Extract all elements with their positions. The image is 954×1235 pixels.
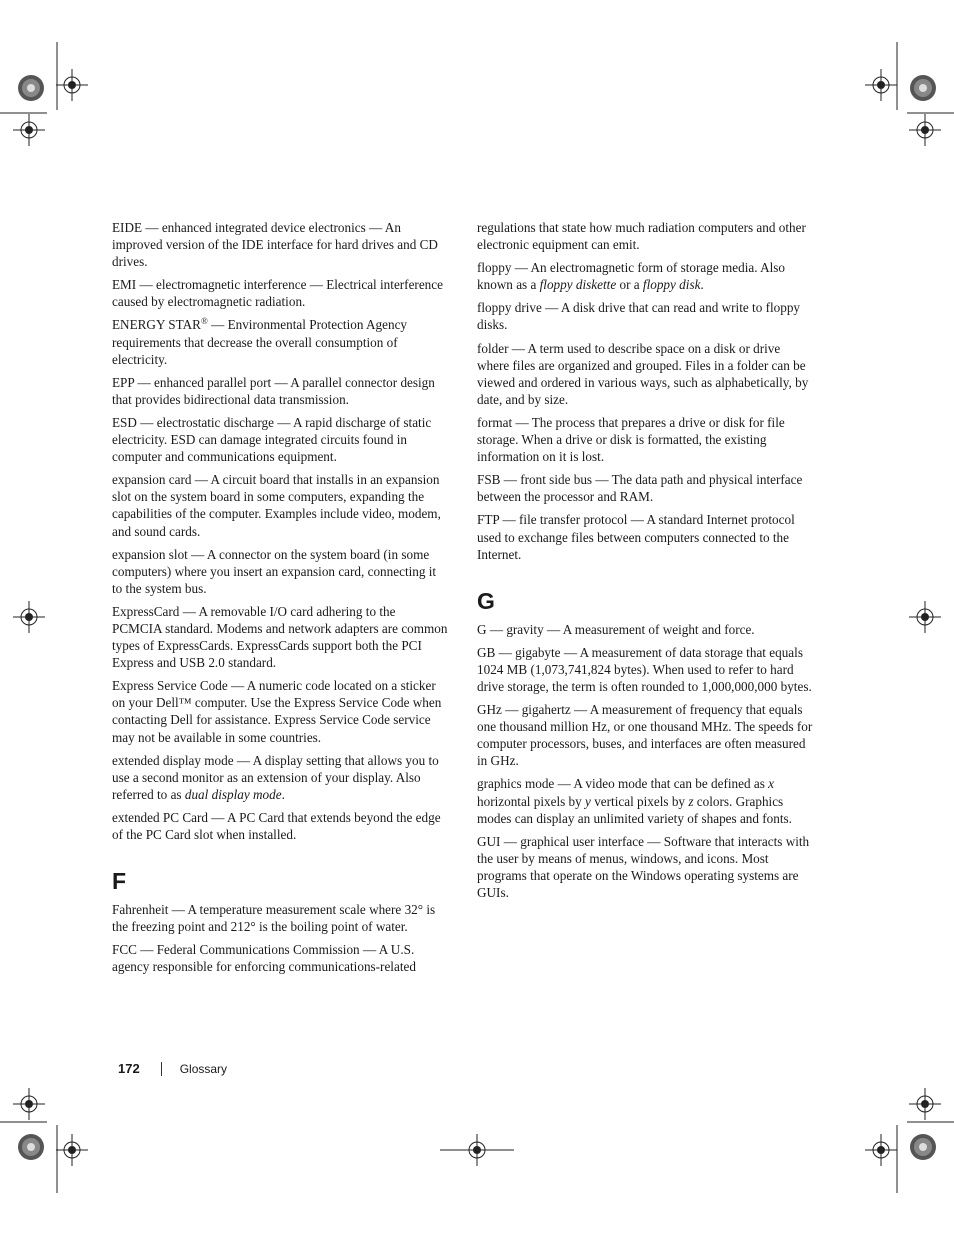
section-letter-f: F: [112, 868, 127, 895]
glossary-entry: [477, 833, 813, 901]
glossary-entry: [112, 471, 448, 539]
glossary-term: extended display mode: [112, 752, 234, 768]
glossary-definition: — enhanced integrated device electronics — An improved version of the IDE interface for hard drives and CD drives.: [112, 220, 438, 270]
glossary-term: EPP: [112, 374, 135, 390]
left-column: [112, 219, 448, 981]
continued-entry-text: regulations that state how much radiation computers and other electronic equipment can emit.: [477, 220, 806, 253]
starburst-mark: [18, 75, 44, 101]
glossary-entry: [477, 621, 813, 638]
glossary-definition: — A video mode that can be defined as: [554, 776, 769, 792]
glossary-definition: — A temperature measurement scale where 32° is the freezing point and 212° is the boiling point of water.: [112, 902, 436, 935]
glossary-definition: colors. Graphics modes can display an unlimited variety of shapes and fonts.: [477, 793, 792, 826]
glossary-entry: [112, 941, 448, 975]
glossary-entry: [477, 259, 813, 293]
glossary-term: extended PC Card: [112, 809, 208, 825]
glossary-entry: [477, 511, 813, 562]
glossary-entry: [112, 546, 448, 597]
glossary-term: EIDE: [112, 220, 143, 235]
glossary-entry: [477, 644, 813, 695]
glossary-entry: [477, 701, 813, 769]
crosshair-mark: [56, 1134, 88, 1166]
glossary-term: FCC: [112, 942, 137, 958]
glossary-term: ESD: [112, 414, 137, 430]
glossary-entry: [112, 414, 448, 465]
crosshair-mark: [13, 601, 45, 633]
glossary-term: Fahrenheit: [112, 902, 169, 918]
crosshair-mark: [865, 69, 897, 101]
glossary-entry: [112, 316, 448, 367]
registered-mark: ®: [200, 316, 208, 327]
glossary-term: folder: [477, 340, 509, 356]
crosshair-mark: [56, 69, 88, 101]
glossary-g-entries: [477, 621, 813, 901]
italic-term: x: [768, 776, 775, 792]
glossary-term: Express Service Code: [112, 678, 228, 694]
glossary-definition: — front side bus — The data path and physical interface between the processor and RAM.: [477, 472, 803, 505]
crosshair-mark: [865, 1134, 897, 1166]
footer-divider: [161, 1062, 162, 1076]
glossary-definition: — An electromagnetic form of storage media. Also known as a: [477, 260, 785, 293]
glossary-e-entries: [112, 219, 448, 843]
glossary-definition: — A display setting that allows you to use a second monitor as an extension of your display. Also referred to as: [112, 752, 439, 802]
glossary-definition: — The process that prepares a drive or disk for file storage. When a drive or disk is formatted, the existing information on it is lost.: [477, 414, 785, 465]
starburst-mark: [910, 75, 936, 101]
glossary-definition: — A numeric code located on a sticker on your Dell™ computer. Use the Express Service Code when contacting Dell for assistance. Express Service Code service may not be available in some countries.: [112, 678, 442, 745]
crosshair-mark: [13, 114, 45, 146]
glossary-definition: — gravity — A measurement of weight and force.: [486, 621, 755, 637]
glossary-entry: [112, 809, 448, 843]
glossary-definition: — gigahertz — A measurement of frequency that equals one thousand million Hz, or one thousand MHz. The speeds for computer processors, buses, and interfaces are often measured in GHz.: [477, 702, 813, 769]
glossary-definition: — Federal Communications Commission — A U.S. agency responsible for enforcing communications-related: [112, 942, 416, 975]
glossary-term: ExpressCard: [112, 603, 180, 619]
glossary-definition: — electromagnetic interference — Electrical interference caused by electromagnetic radiation.: [112, 277, 443, 310]
footer-section-title: Glossary: [179, 1061, 228, 1076]
glossary-definition: — Environmental Protection Agency requirements that decrease the overall consumption of electricity.: [112, 317, 408, 367]
page-footer: [118, 1061, 227, 1076]
glossary-term: expansion slot: [112, 546, 188, 562]
glossary-definition: horizontal pixels by: [477, 793, 586, 809]
glossary-term: expansion card: [112, 472, 192, 488]
glossary-entry: [112, 901, 448, 935]
glossary-term: floppy: [477, 260, 512, 276]
glossary-term: FSB: [477, 472, 501, 488]
glossary-term: G: [477, 621, 487, 637]
glossary-entry: [112, 276, 448, 310]
glossary-entry: [112, 219, 448, 270]
glossary-term: GB: [477, 644, 496, 660]
glossary-definition: — enhanced parallel port — A parallel connector design that provides bidirectional data transmission.: [112, 374, 435, 407]
glossary-definition: — A PC Card that extends beyond the edge of the PC Card slot when installed.: [112, 809, 441, 842]
italic-term: floppy disk: [642, 277, 701, 293]
glossary-definition: .: [281, 786, 285, 802]
glossary-definition: — A circuit board that installs in an expansion slot on the system board in some computers, expanding the capabilities of the computer. Examples include video, modem, and sound cards.: [112, 472, 441, 539]
crosshair-mark: [909, 1088, 941, 1120]
italic-term: floppy diskette: [539, 277, 617, 293]
glossary-entry: [477, 471, 813, 505]
section-letter-g: G: [477, 587, 495, 614]
glossary-definition: — graphical user interface — Software that interacts with the user by means of menus, windows, and icons. Most programs that operate on the Windows operating systems are GUIs.: [477, 833, 810, 900]
glossary-entry: [112, 677, 448, 745]
page-number: 172: [118, 1061, 140, 1076]
crosshair-mark: [909, 114, 941, 146]
glossary-term: graphics mode: [477, 776, 555, 792]
glossary-entry: [112, 603, 448, 671]
glossary-definition: or a: [616, 277, 643, 293]
glossary-definition: — file transfer protocol — A standard Internet protocol used to exchange files between computers connected to the Internet.: [477, 512, 795, 562]
glossary-entry: [477, 299, 813, 333]
glossary-definition: — electrostatic discharge — A rapid discharge of static electricity. ESD can damage integrated circuits found in computer and communications equipment.: [112, 414, 432, 465]
glossary-definition: .: [700, 277, 704, 293]
glossary-term: EMI: [112, 277, 137, 293]
italic-term: z: [688, 793, 694, 809]
glossary-entry: [112, 374, 448, 408]
glossary-definition: — gigabyte — A measurement of data storage that equals 1024 MB (1,073,741,824 bytes). When used to refer to hard drive storage, the term is often rounded to 1,000,000,000 bytes.: [477, 644, 812, 694]
starburst-mark: [910, 1134, 936, 1160]
glossary-term: format: [477, 414, 513, 430]
glossary-term: GUI: [477, 833, 501, 849]
glossary-term: floppy drive: [477, 300, 542, 316]
glossary-definition: — A disk drive that can read and write to floppy disks.: [477, 300, 801, 333]
glossary-definition: vertical pixels by: [590, 793, 689, 809]
glossary-definition: — A connector on the system board (in some computers) where you insert an expansion card, connecting it to the system bus.: [112, 546, 437, 596]
glossary-f-entries-continued: [477, 259, 813, 563]
italic-term: dual display mode: [184, 786, 282, 802]
glossary-entry: [477, 414, 813, 465]
starburst-mark: [18, 1134, 44, 1160]
glossary-entry: [112, 752, 448, 803]
glossary-term: ENERGY STAR: [112, 317, 201, 333]
right-column: [477, 219, 813, 907]
glossary-definition: — A term used to describe space on a disk or drive where files are organized and grouped. Files in a folder can be viewed and ordered in various ways, such as alphabetically, by date, and by size.: [477, 340, 809, 407]
glossary-f-entries: [112, 901, 448, 975]
italic-term: y: [585, 793, 591, 809]
glossary-entry: [477, 340, 813, 408]
glossary-entry: [477, 775, 813, 826]
glossary-term: GHz: [477, 702, 502, 718]
crosshair-mark: [13, 1088, 45, 1120]
crosshair-mark: [909, 601, 941, 633]
glossary-term: FTP: [477, 512, 500, 528]
glossary-definition: — A removable I/O card adhering to the PCMCIA standard. Modems and network adapters are common types of ExpressCards. ExpressCards support both the PCI Express and USB 2.0 standard.: [112, 603, 448, 671]
